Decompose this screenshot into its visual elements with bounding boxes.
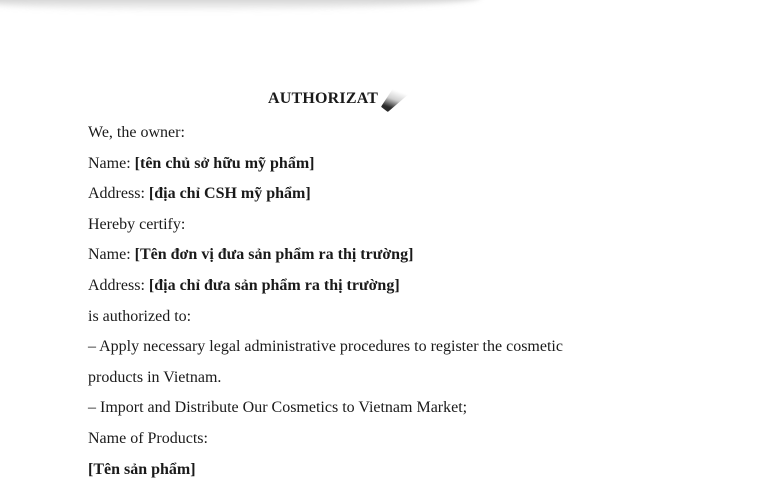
title-area bbox=[268, 90, 418, 112]
owner-address-line bbox=[88, 179, 688, 210]
page-curl-decoration bbox=[381, 86, 415, 112]
distributor-address-label: Address: bbox=[88, 276, 149, 294]
owner-name-value: [tên chủ sở hữu mỹ phẩm] bbox=[134, 154, 315, 172]
certify-heading: Hereby certify: bbox=[88, 215, 186, 233]
distributor-address-value: [địa chỉ đưa sản phẩm ra thị trường] bbox=[148, 276, 400, 294]
owner-address-label: Address: bbox=[88, 185, 149, 203]
products-heading: Name of Products: bbox=[88, 429, 208, 447]
owner-name-line bbox=[88, 149, 688, 180]
owner-address-value: [địa chỉ CSH mỹ phẩm] bbox=[148, 185, 311, 203]
owner-name-label: Name: bbox=[88, 154, 135, 172]
distributor-name-value: [Tên đơn vị đưa sản phẩm ra thị trường] bbox=[134, 246, 414, 264]
distributor-address-line bbox=[88, 271, 688, 302]
authorized-heading: is authorized to: bbox=[88, 307, 192, 325]
clause-register: – Apply necessary legal administrative procedures to register the cosmetic bbox=[88, 338, 563, 356]
page-edge-shadow bbox=[0, 0, 480, 10]
document-body bbox=[88, 118, 688, 485]
product-name-value: [Tên sản phẩm] bbox=[88, 460, 196, 478]
clause-import: – Import and Distribute Our Cosmetics to Vietnam Market; bbox=[88, 399, 468, 417]
owner-intro: We, the owner: bbox=[88, 124, 185, 141]
clause-register-cont: products in Vietnam. bbox=[88, 368, 222, 386]
document-title: AUTHORIZAT bbox=[268, 90, 379, 107]
distributor-name-line bbox=[88, 240, 688, 271]
distributor-name-label: Name: bbox=[88, 246, 135, 264]
